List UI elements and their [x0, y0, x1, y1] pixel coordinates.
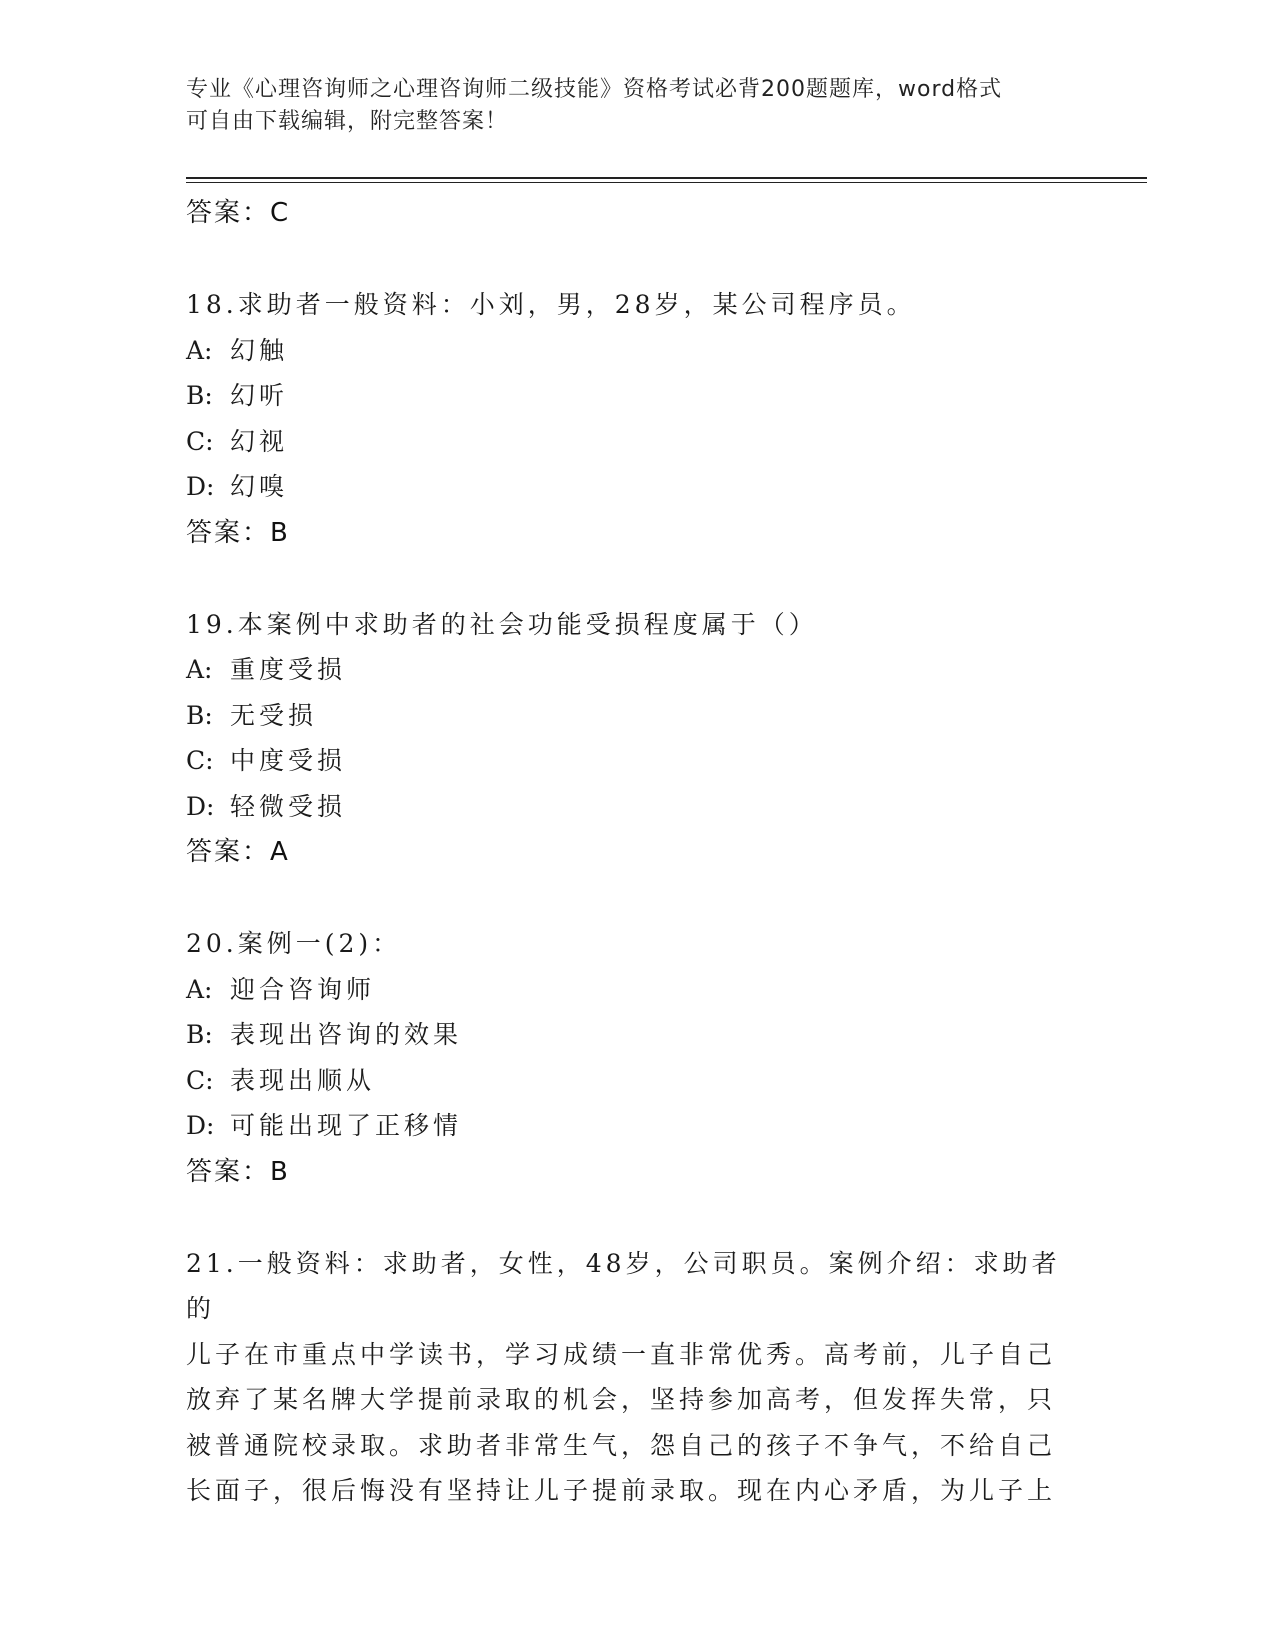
- previous-answer: 答案：C: [186, 198, 291, 228]
- spacer: [186, 556, 1086, 602]
- question-20-text: 20.案例一(2)：: [186, 929, 402, 958]
- option-text: 可能出现了正移情: [230, 1111, 463, 1140]
- question-20-option-d: [186, 1103, 1086, 1149]
- header-divider-thick: [186, 177, 1147, 179]
- option-key: B:: [186, 700, 213, 730]
- question-20-option-a: [186, 967, 1086, 1013]
- header-divider-thin: [186, 182, 1147, 183]
- option-key: D:: [186, 472, 215, 501]
- question-19-answer: 答案：A: [186, 837, 290, 867]
- question-18-option-b: [186, 373, 1086, 419]
- question-18-option-d: [186, 464, 1086, 510]
- question-list: [186, 190, 1086, 1514]
- question-18-answer: 答案：B: [186, 517, 290, 548]
- question-21-line: 儿子在市重点中学读书，学习成绩一直非常优秀。高考前，儿子自己: [186, 1339, 1057, 1369]
- option-text: 幻触: [230, 335, 289, 365]
- question-21-line: 放弃了某名牌大学提前录取的机会，坚持参加高考，但发挥失常，只: [186, 1385, 1057, 1414]
- question-21-line: 21.一般资料：求助者，女性，48岁，公司职员。案例介绍：求助者的: [186, 1248, 1061, 1323]
- question-18-text: 18.求助者一般资料：小刘，男，28岁，某公司程序员。: [186, 290, 916, 319]
- option-text: 轻微受损: [230, 791, 347, 821]
- spacer: [186, 875, 1086, 921]
- option-text: 表现出顺从: [230, 1065, 376, 1095]
- question-20-option-c: [186, 1058, 1086, 1104]
- option-text: 迎合咨询师: [230, 974, 376, 1004]
- option-text: 幻嗅: [230, 472, 289, 501]
- question-21-line: 被普通院校录取。求助者非常生气，怨自己的孩子不争气，不给自己: [186, 1430, 1057, 1460]
- option-key: B:: [186, 381, 213, 410]
- option-key: C:: [186, 746, 214, 775]
- question-18-option-a: [186, 328, 1086, 374]
- question-20-answer: 答案：B: [186, 1156, 290, 1187]
- question-21-text: [186, 1241, 1086, 1514]
- question-19-option-d: [186, 784, 1086, 830]
- spacer: [186, 1195, 1086, 1241]
- option-key: A:: [186, 974, 213, 1004]
- option-text: 幻视: [230, 426, 289, 456]
- document-header: [186, 74, 1086, 138]
- option-key: A:: [186, 655, 213, 684]
- question-21-line: 长面子，很后悔没有坚持让儿子提前录取。现在内心矛盾，为儿子上: [186, 1476, 1057, 1505]
- option-key: C:: [186, 426, 214, 456]
- question-19-text: 19.本案例中求助者的社会功能受损程度属于（）: [186, 609, 818, 639]
- spacer: [186, 236, 1086, 282]
- option-text: 中度受损: [230, 746, 347, 775]
- option-text: 表现出咨询的效果: [230, 1020, 463, 1049]
- question-19-option-b: [186, 693, 1086, 739]
- question-18-option-c: [186, 419, 1086, 465]
- option-key: B:: [186, 1020, 213, 1049]
- option-key: D:: [186, 791, 215, 821]
- question-19-option-a: [186, 647, 1086, 693]
- question-20-option-b: [186, 1012, 1086, 1058]
- option-text: 重度受损: [230, 655, 347, 684]
- option-text: 无受损: [230, 700, 318, 730]
- option-key: C:: [186, 1065, 214, 1095]
- option-text: 幻听: [230, 381, 289, 410]
- header-title-line-2: 可自由下载编辑，附完整答案！: [186, 109, 509, 134]
- header-title-line-1: 专业《心理咨询师之心理咨询师二级技能》资格考试必背200题题库，word格式: [186, 77, 1003, 102]
- option-key: A:: [186, 335, 213, 365]
- question-19-option-c: [186, 738, 1086, 784]
- option-key: D:: [186, 1111, 215, 1140]
